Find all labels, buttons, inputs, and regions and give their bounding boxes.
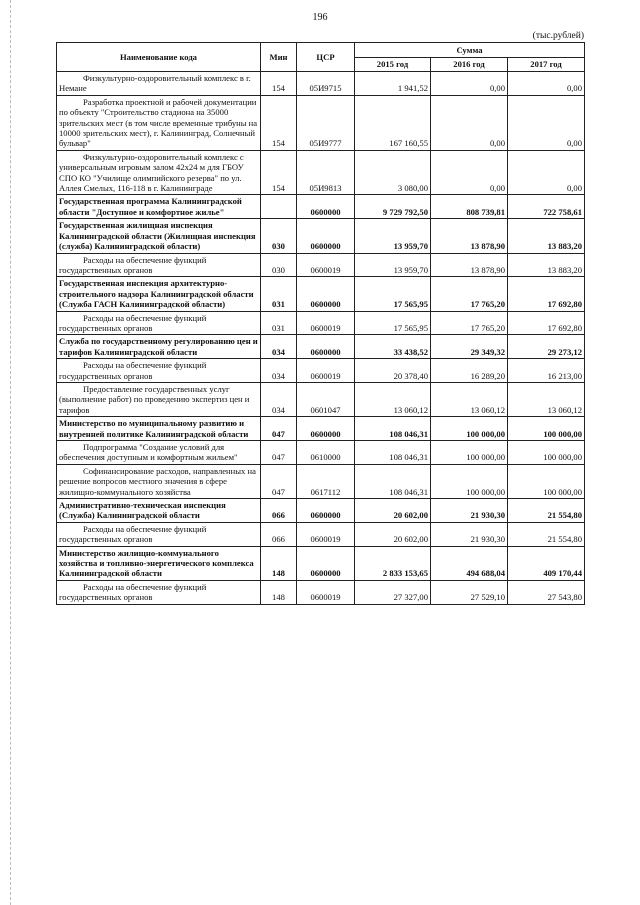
row-csr: 0601047 (297, 382, 355, 416)
row-sum-2017: 13 883,20 (508, 253, 585, 277)
table-row (57, 311, 585, 335)
row-sum-2016: 13 878,90 (431, 253, 508, 277)
row-csr: 0600000 (297, 335, 355, 359)
row-sum-2015: 17 565,95 (355, 311, 431, 335)
row-sum-2016: 17 765,20 (431, 277, 508, 311)
row-min: 148 (261, 580, 297, 604)
row-min: 154 (261, 150, 297, 195)
row-sum-2016: 808 739,81 (431, 195, 508, 219)
row-name: Расходы на обеспечение функций государственных органов (57, 522, 261, 546)
row-name: Предоставление государственных услуг (выполнение работ) по проведению экспертиз цен и тарифов (57, 382, 261, 416)
row-name: Софинансирование расходов, направленных на решение вопросов местного значения в сфере жилищно-коммунального хозяйства (57, 464, 261, 498)
header-year-2017: 2017 год (508, 58, 585, 72)
row-sum-2015: 13 959,70 (355, 253, 431, 277)
row-csr: 05И9813 (297, 150, 355, 195)
row-name: Физкультурно-оздоровительный комплекс в г. Немане (57, 72, 261, 96)
row-csr: 0600019 (297, 253, 355, 277)
row-sum-2015: 13 959,70 (355, 219, 431, 253)
header-min: Мин (261, 43, 297, 72)
row-sum-2017: 409 170,44 (508, 546, 585, 580)
row-min: 047 (261, 417, 297, 441)
row-sum-2015: 108 046,31 (355, 464, 431, 498)
row-sum-2015: 3 080,00 (355, 150, 431, 195)
row-name: Разработка проектной и рабочей документации по объекту "Строительство стадиона на 35000 зрительских мест (в том числе временные трибуны на 10000 зрительских мест), г. Калининград, Солнечный бульвар" (57, 95, 261, 150)
row-csr: 0600000 (297, 195, 355, 219)
row-sum-2015: 167 160,55 (355, 95, 431, 150)
row-csr: 0600019 (297, 580, 355, 604)
header-year-2015: 2015 год (355, 58, 431, 72)
row-sum-2017: 0,00 (508, 95, 585, 150)
table-row (57, 522, 585, 546)
table-row (57, 195, 585, 219)
row-min: 148 (261, 546, 297, 580)
row-min: 154 (261, 95, 297, 150)
row-name: Административно-техническая инспекция (Служба) Калининградской области (57, 499, 261, 523)
row-csr: 0610000 (297, 441, 355, 465)
row-sum-2015: 27 327,00 (355, 580, 431, 604)
row-name: Расходы на обеспечение функций государственных органов (57, 580, 261, 604)
row-min: 034 (261, 359, 297, 383)
row-csr: 0617112 (297, 464, 355, 498)
row-sum-2016: 100 000,00 (431, 417, 508, 441)
row-min: 066 (261, 522, 297, 546)
units-label: (тыс.рублей) (532, 31, 584, 41)
table-row (57, 417, 585, 441)
table-row (57, 95, 585, 150)
row-sum-2016: 0,00 (431, 72, 508, 96)
row-min: 154 (261, 72, 297, 96)
row-sum-2015: 20 602,00 (355, 522, 431, 546)
row-sum-2016: 16 289,20 (431, 359, 508, 383)
row-csr: 0600019 (297, 522, 355, 546)
row-min: 034 (261, 335, 297, 359)
row-sum-2016: 21 930,30 (431, 522, 508, 546)
page-edge-rule (10, 0, 12, 905)
table-row (57, 382, 585, 416)
row-sum-2017: 27 543,80 (508, 580, 585, 604)
row-sum-2015: 13 060,12 (355, 382, 431, 416)
budget-table (56, 42, 585, 605)
row-sum-2015: 108 046,31 (355, 417, 431, 441)
row-sum-2015: 17 565,95 (355, 277, 431, 311)
row-min: 031 (261, 311, 297, 335)
header-sum: Сумма (355, 43, 585, 58)
row-min: 031 (261, 277, 297, 311)
row-sum-2015: 9 729 792,50 (355, 195, 431, 219)
row-name: Подпрограмма "Создание условий для обеспечения доступным и комфортным жильем" (57, 441, 261, 465)
row-name: Служба по государственному регулированию цен и тарифов Калининградской области (57, 335, 261, 359)
row-sum-2017: 17 692,80 (508, 311, 585, 335)
row-sum-2015: 1 941,52 (355, 72, 431, 96)
row-csr: 05И9777 (297, 95, 355, 150)
row-sum-2017: 13 060,12 (508, 382, 585, 416)
row-sum-2017: 16 213,00 (508, 359, 585, 383)
row-sum-2015: 20 602,00 (355, 499, 431, 523)
row-name: Расходы на обеспечение функций государственных органов (57, 359, 261, 383)
table-row (57, 277, 585, 311)
row-sum-2016: 13 060,12 (431, 382, 508, 416)
row-name: Расходы на обеспечение функций государственных органов (57, 253, 261, 277)
table-row (57, 580, 585, 604)
row-sum-2017: 100 000,00 (508, 417, 585, 441)
row-csr: 0600000 (297, 219, 355, 253)
row-csr: 0600000 (297, 277, 355, 311)
row-sum-2017: 722 758,61 (508, 195, 585, 219)
row-min (261, 195, 297, 219)
table-row (57, 499, 585, 523)
row-sum-2015: 33 438,52 (355, 335, 431, 359)
header-csr: ЦСР (297, 43, 355, 72)
table-row (57, 150, 585, 195)
row-sum-2017: 13 883,20 (508, 219, 585, 253)
row-sum-2017: 29 273,12 (508, 335, 585, 359)
row-sum-2017: 21 554,80 (508, 499, 585, 523)
row-sum-2015: 20 378,40 (355, 359, 431, 383)
row-sum-2017: 21 554,80 (508, 522, 585, 546)
row-sum-2016: 494 688,04 (431, 546, 508, 580)
row-sum-2017: 17 692,80 (508, 277, 585, 311)
row-min: 066 (261, 499, 297, 523)
table-row (57, 441, 585, 465)
header-name: Наименование кода (57, 43, 261, 72)
row-sum-2016: 21 930,30 (431, 499, 508, 523)
table-row (57, 359, 585, 383)
row-name: Государственная инспекция архитектурно-строительного надзора Калининградской области (Служба ГАСН Калининградской области) (57, 277, 261, 311)
row-sum-2015: 2 833 153,65 (355, 546, 431, 580)
row-min: 030 (261, 219, 297, 253)
row-name: Государственная жилищная инспекция Калининградской области (Жилищная инспекция (служба) Калининградской области) (57, 219, 261, 253)
row-csr: 05И9715 (297, 72, 355, 96)
row-csr: 0600019 (297, 311, 355, 335)
row-sum-2016: 13 878,90 (431, 219, 508, 253)
header-year-2016: 2016 год (431, 58, 508, 72)
row-sum-2017: 100 000,00 (508, 441, 585, 465)
row-sum-2016: 0,00 (431, 150, 508, 195)
row-sum-2017: 100 000,00 (508, 464, 585, 498)
row-sum-2017: 0,00 (508, 150, 585, 195)
table-row (57, 335, 585, 359)
row-min: 047 (261, 464, 297, 498)
row-sum-2015: 108 046,31 (355, 441, 431, 465)
table-row (57, 464, 585, 498)
row-name: Расходы на обеспечение функций государственных органов (57, 311, 261, 335)
row-sum-2016: 27 529,10 (431, 580, 508, 604)
row-sum-2016: 17 765,20 (431, 311, 508, 335)
table-row (57, 546, 585, 580)
row-csr: 0600000 (297, 499, 355, 523)
row-name: Физкультурно-оздоровительный комплекс с универсальным игровым залом 42х24 м для ГБОУ СПО КО "Училище олимпийского резерва" по ул. Аллея Смелых, 116-118 в г. Калининграде (57, 150, 261, 195)
row-csr: 0600000 (297, 546, 355, 580)
row-csr: 0600000 (297, 417, 355, 441)
row-sum-2016: 100 000,00 (431, 464, 508, 498)
row-name: Государственная программа Калининградской области "Доступное и комфортное жилье" (57, 195, 261, 219)
row-min: 034 (261, 382, 297, 416)
row-csr: 0600019 (297, 359, 355, 383)
row-min: 030 (261, 253, 297, 277)
row-name: Министерство по муниципальному развитию и внутренней политике Калининградской области (57, 417, 261, 441)
table-row (57, 72, 585, 96)
row-sum-2016: 100 000,00 (431, 441, 508, 465)
row-min: 047 (261, 441, 297, 465)
page-number: 196 (312, 12, 328, 23)
table-row (57, 253, 585, 277)
row-sum-2016: 29 349,32 (431, 335, 508, 359)
row-sum-2016: 0,00 (431, 95, 508, 150)
row-name: Министерство жилищно-коммунального хозяйства и топливно-энергетического комплекса Калининградской области (57, 546, 261, 580)
table-row (57, 219, 585, 253)
row-sum-2017: 0,00 (508, 72, 585, 96)
